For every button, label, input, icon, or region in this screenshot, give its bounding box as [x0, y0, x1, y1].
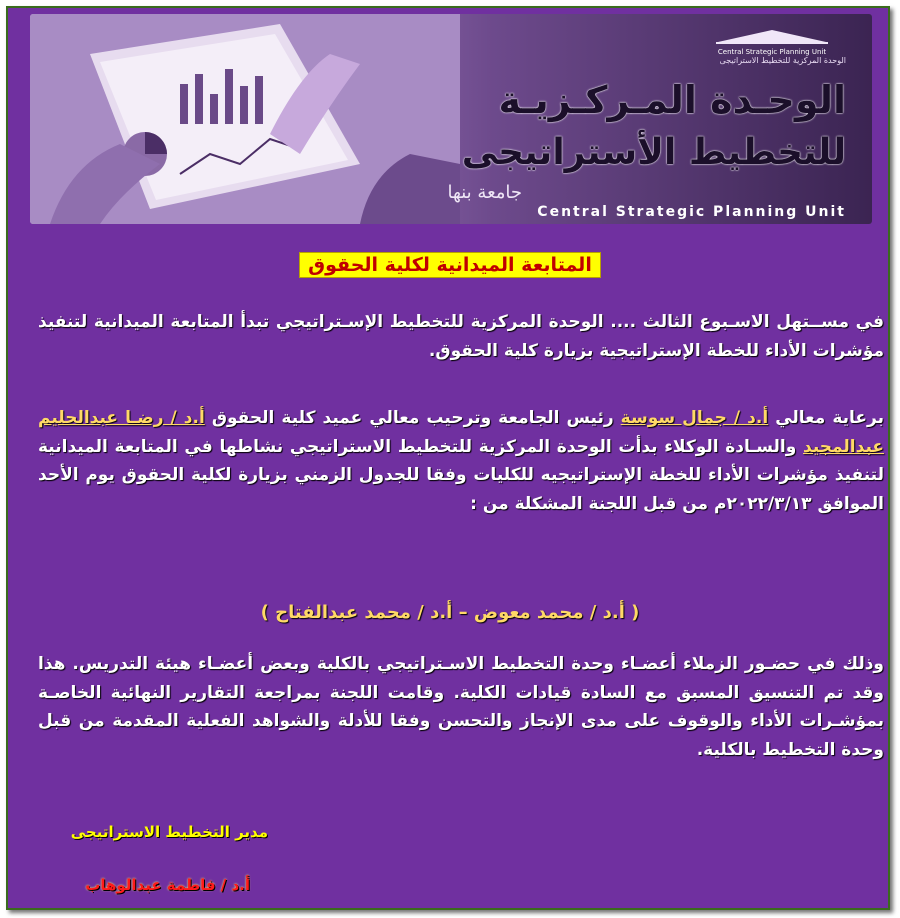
signature-name: أ.د / فاطمة عبدالوهاب	[85, 876, 250, 894]
paragraph-sponsorship	[38, 404, 884, 518]
banner-title-line2: للتخطيط الأستراتيجى	[461, 132, 846, 173]
unit-logo-text: Central Strategic Planning Unit	[717, 48, 827, 56]
committee-names: ( أ.د / محمد معوض – أ.د / محمد عبدالفتاح )	[260, 602, 640, 623]
header-banner	[30, 14, 872, 224]
banner-english-title: Central Strategic Planning Unit	[537, 204, 846, 220]
flyer-frame	[6, 6, 890, 910]
dean-name: أ.د / رضـا عبدالحليم عبدالمجيد	[38, 408, 884, 457]
business-analytics-photo	[30, 14, 460, 224]
heading-wrapper	[8, 252, 892, 278]
signature-role: مدير التخطيط الاستراتيجى	[70, 823, 268, 841]
banner-title-line1: الوحـدة المـركـزيـة	[498, 78, 846, 122]
president-name: أ.د / جمال سوسة	[620, 408, 769, 428]
sponsorship-text-end: والسـادة الوكلاء بدأت الوحدة المركزية للتخطيط الاستراتيجي نشاطها في المتابعة الميدانية لتنفيذ مؤشرات الأداء للخطة الإستراتيجيه للكليات وفقا للجدول الزمني بزيارة لكلية الحقوق يوم الأحد الموافق ٢٠٢٢/٣/١٣م من قبل اللجنة المشكلة من :	[38, 436, 884, 514]
page-heading: المتابعة الميدانية لكلية الحقوق	[299, 252, 601, 278]
sponsorship-text-start: برعاية معالي	[768, 408, 884, 428]
sponsorship-text-middle: رئيس الجامعة وترحيب معالي عميد كلية الحقوق	[204, 408, 621, 428]
paragraph-attendance: وذلك في حضـور الزملاء أعضـاء وحدة التخطيط الاسـتراتيجي بالكلية وبعض أعضـاء هيئة التدريس. هذا وقد تم التنسيق المسبق مع السادة قيادات الكلية. وقامت اللجنة بمراجعة التقارير النهائية الخاصـة بمؤشـرات الأداء والوقوف على مدى الإنجاز والتحسن وفقا للأدلة والشواهد الفعلية المقدمة من قبل وحدة التخطيط بالكلية.	[38, 654, 884, 760]
paragraph-intro: في مســتهل الاسـبوع الثالث .... الوحدة المركزية للتخطيط الإسـتراتيجي تبدأ المتابعة الميدانية لتنفيذ مؤشرات الأداء للخطة الإستراتيجية بزيارة كلية الحقوق.	[38, 312, 884, 361]
university-name: جامعة بنها	[447, 182, 522, 203]
unit-logo-subtext: الوحدة المركزية للتخطيط الاستراتيجى	[719, 56, 846, 65]
